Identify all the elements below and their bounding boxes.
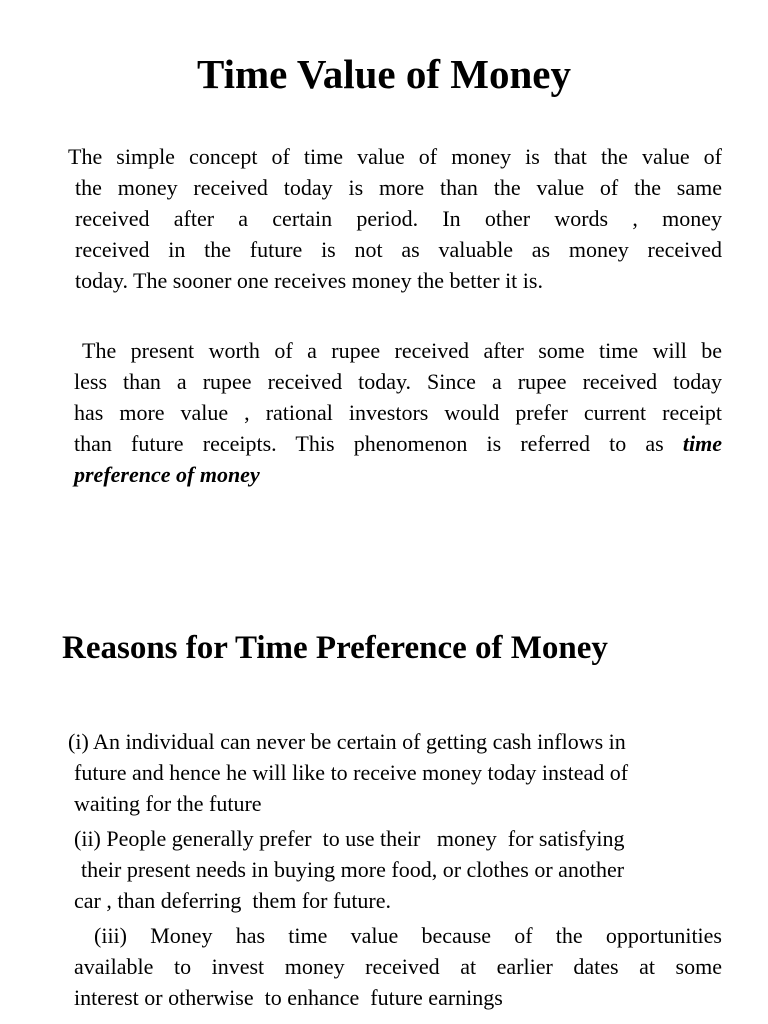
paragraph-line-text: than future receipts. This phenomenon is referred to as xyxy=(74,431,664,456)
paragraph-line: less than a rupee received today. Since a rupee received today xyxy=(74,369,722,394)
paragraph-line: The simple concept of time value of money is that the value of xyxy=(68,144,722,169)
paragraph-line xyxy=(74,428,722,459)
reason-line: (i) An individual can never be certain of getting cash inflows in xyxy=(68,729,626,754)
reason-line: future and hence he will like to receive money today instead of xyxy=(74,760,629,785)
intro-paragraph xyxy=(68,141,722,296)
reason-item-2 xyxy=(74,823,724,916)
reason-line: (iii) Money has time value because of the opportunities xyxy=(94,923,722,948)
emphasis-text: preference of money xyxy=(74,462,260,487)
reason-line: their present needs in buying more food, or clothes or another xyxy=(81,857,625,882)
reason-item-3 xyxy=(74,920,722,1013)
time-preference-paragraph xyxy=(74,335,722,490)
section-heading: Reasons for Time Preference of Money xyxy=(62,630,608,666)
reason-line: car , than deferring them for future. xyxy=(74,888,392,913)
reason-line: interest or otherwise to enhance future earnings xyxy=(74,985,503,1010)
paragraph-line: has more value , rational investors would prefer current receipt xyxy=(74,400,722,425)
paragraph-line: The present worth of a rupee received after some time will be xyxy=(82,338,722,363)
paragraph-line: received in the future is not as valuable as money received xyxy=(75,237,722,262)
paragraph-line: the money received today is more than the value of the same xyxy=(75,175,722,200)
reason-line: (ii) People generally prefer to use their money for satisfying xyxy=(74,826,625,851)
page-title: Time Value of Money xyxy=(197,51,571,97)
paragraph-line: received after a certain period. In other words , money xyxy=(75,206,722,231)
paragraph-line: today. The sooner one receives money the better it is. xyxy=(75,268,543,293)
reason-line: available to invest money received at earlier dates at some xyxy=(74,954,722,979)
reason-item-1 xyxy=(68,726,728,819)
emphasis-text: time xyxy=(682,431,722,456)
reason-line: waiting for the future xyxy=(74,791,262,816)
